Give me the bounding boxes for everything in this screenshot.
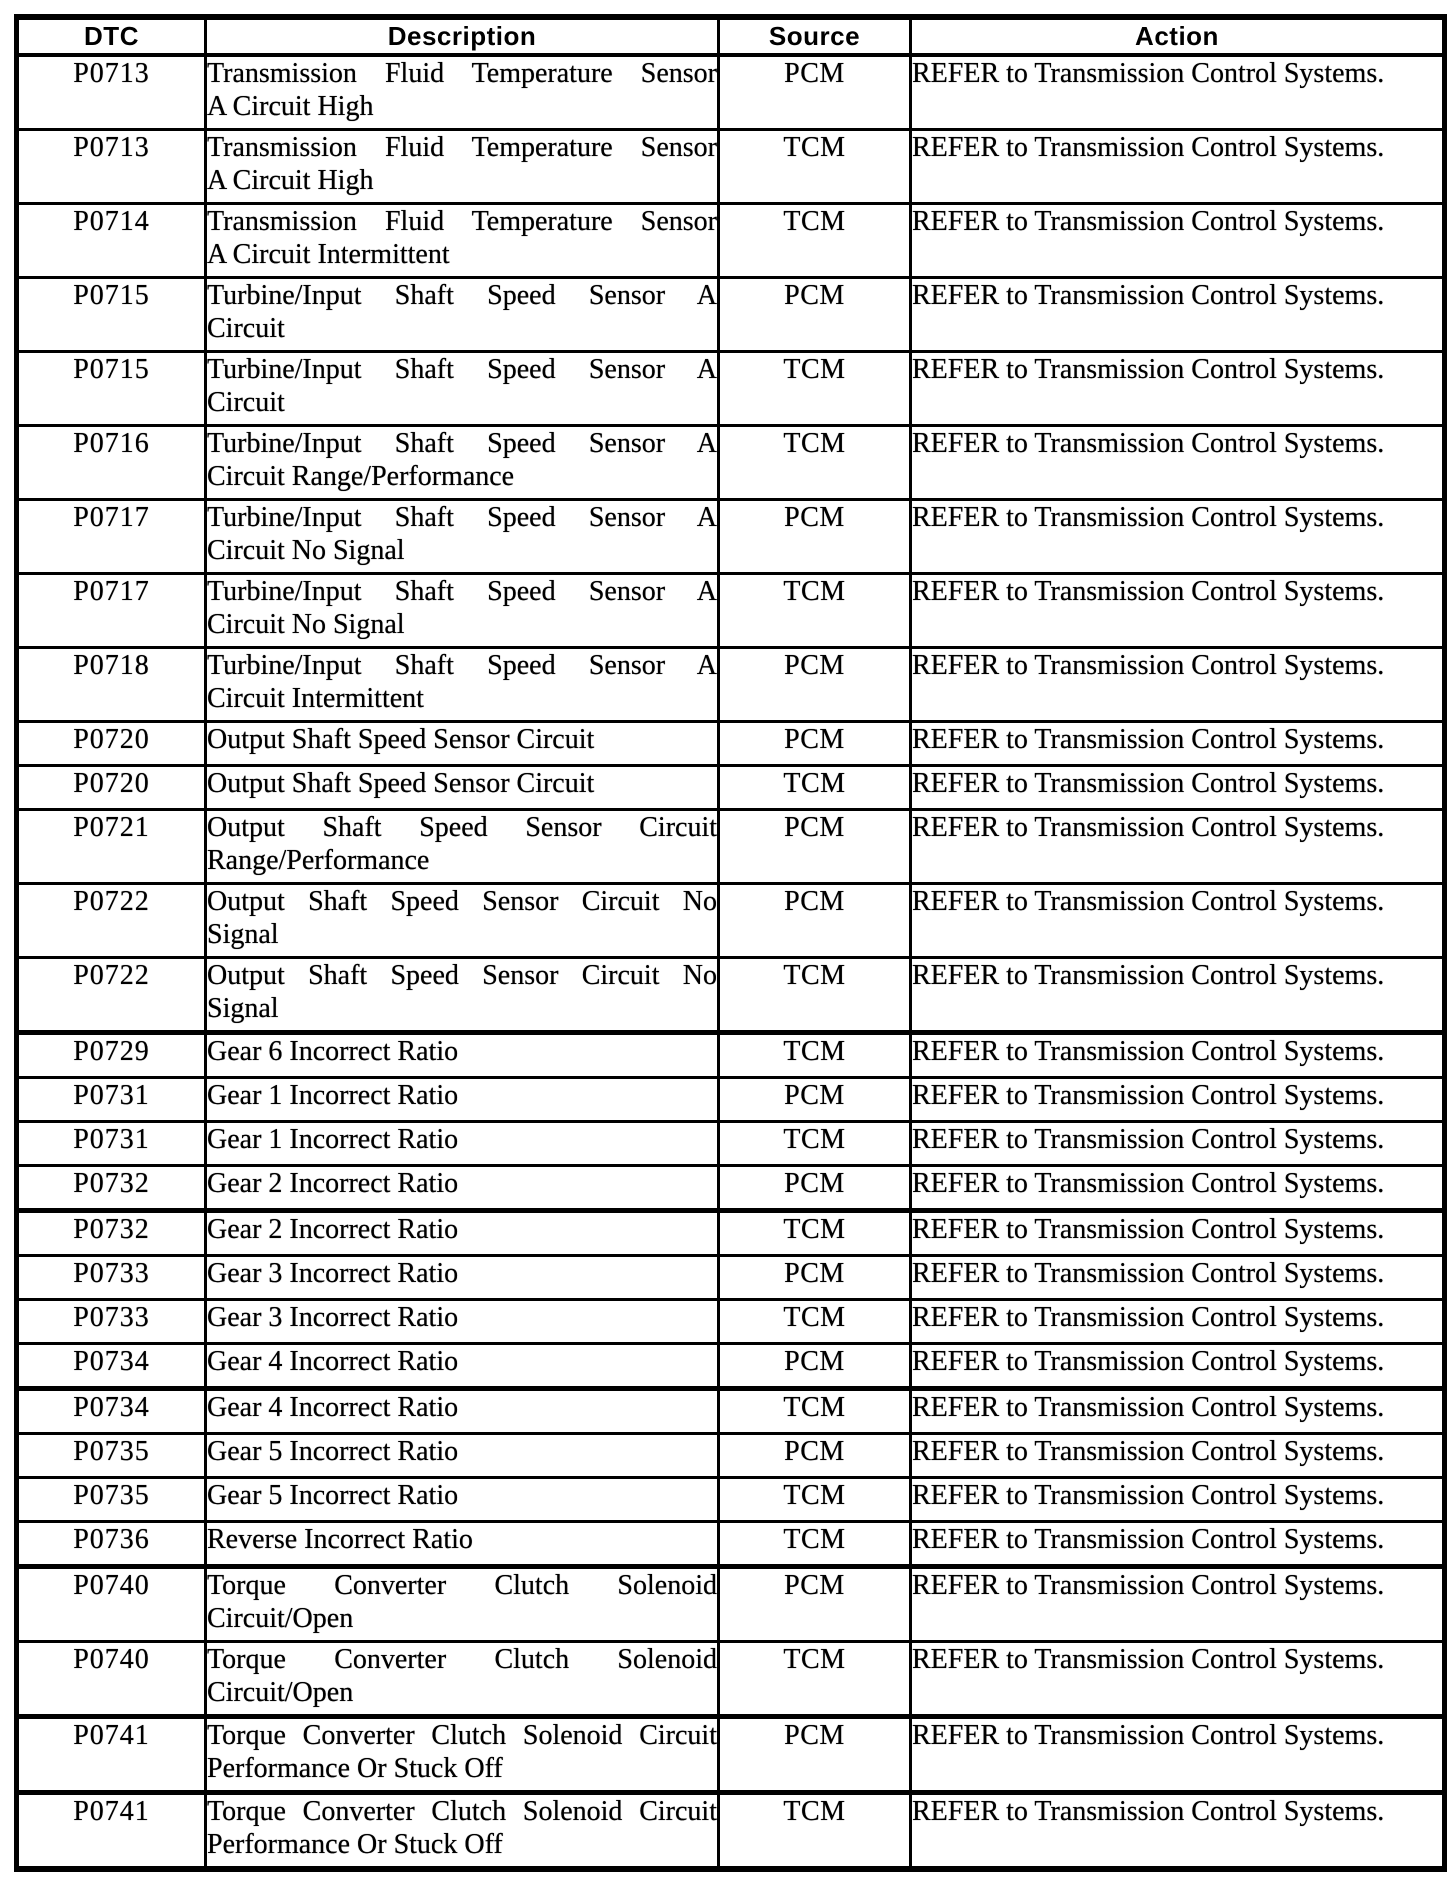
description-cell — [206, 1256, 719, 1300]
source-cell: PCM — [719, 722, 911, 766]
description-cell — [206, 1344, 719, 1389]
source-cell: PCM — [719, 1567, 911, 1642]
description-line: Turbine/Input Shaft Speed Sensor A — [207, 650, 717, 681]
description-cell — [206, 766, 719, 810]
description-line: Circuit Range/Performance — [207, 461, 515, 492]
table-row — [17, 1434, 1445, 1478]
dtc-code-cell: P0741 — [17, 1717, 206, 1793]
description-line: Output Shaft Speed Sensor Circuit — [207, 768, 595, 799]
description-line: A Circuit High — [207, 91, 374, 122]
table-row — [17, 352, 1445, 426]
source-cell: TCM — [719, 766, 911, 810]
dtc-code-cell: P0720 — [17, 766, 206, 810]
description-cell — [206, 1211, 719, 1256]
table-row — [17, 55, 1445, 130]
table-row — [17, 1256, 1445, 1300]
description-line: Output Shaft Speed Sensor Circuit No — [207, 886, 717, 917]
dtc-code-cell: P0715 — [17, 278, 206, 352]
source-cell: TCM — [719, 130, 911, 204]
source-cell: PCM — [719, 648, 911, 722]
description-cell — [206, 1078, 719, 1122]
table-row — [17, 1389, 1445, 1434]
action-cell: REFER to Transmission Control Systems. — [911, 1567, 1445, 1642]
description-line: Gear 4 Incorrect Ratio — [207, 1346, 459, 1377]
description-line: Circuit No Signal — [207, 535, 405, 566]
description-cell — [206, 722, 719, 766]
description-line: Gear 1 Incorrect Ratio — [207, 1080, 459, 1111]
table-row — [17, 722, 1445, 766]
description-cell — [206, 1166, 719, 1211]
table-row — [17, 204, 1445, 278]
dtc-code-cell: P0717 — [17, 574, 206, 648]
dtc-code-cell: P0732 — [17, 1166, 206, 1211]
source-cell: TCM — [719, 574, 911, 648]
action-cell: REFER to Transmission Control Systems. — [911, 55, 1445, 130]
source-cell: TCM — [719, 352, 911, 426]
action-cell: REFER to Transmission Control Systems. — [911, 958, 1445, 1033]
action-cell: REFER to Transmission Control Systems. — [911, 1793, 1445, 1870]
dtc-code-cell: P0740 — [17, 1567, 206, 1642]
dtc-code-cell: P0713 — [17, 130, 206, 204]
description-line: Gear 4 Incorrect Ratio — [207, 1392, 459, 1423]
description-cell — [206, 352, 719, 426]
table-row — [17, 1300, 1445, 1344]
description-cell — [206, 1642, 719, 1717]
description-line: Gear 3 Incorrect Ratio — [207, 1258, 459, 1289]
dtc-code-cell: P0717 — [17, 500, 206, 574]
action-cell: REFER to Transmission Control Systems. — [911, 1642, 1445, 1717]
source-cell: PCM — [719, 500, 911, 574]
dtc-code-cell: P0735 — [17, 1434, 206, 1478]
description-line: Gear 6 Incorrect Ratio — [207, 1036, 459, 1067]
dtc-code-cell: P0713 — [17, 55, 206, 130]
description-line: Torque Converter Clutch Solenoid Circuit — [207, 1796, 717, 1827]
table-row — [17, 1478, 1445, 1522]
description-cell — [206, 648, 719, 722]
header-row — [17, 17, 1445, 55]
dtc-code-cell: P0734 — [17, 1344, 206, 1389]
description-line: Torque Converter Clutch Solenoid — [207, 1644, 717, 1675]
action-cell: REFER to Transmission Control Systems. — [911, 1166, 1445, 1211]
table-row — [17, 426, 1445, 500]
dtc-code-cell: P0715 — [17, 352, 206, 426]
action-cell: REFER to Transmission Control Systems. — [911, 766, 1445, 810]
dtc-code-cell: P0736 — [17, 1522, 206, 1567]
dtc-code-cell: P0731 — [17, 1078, 206, 1122]
table-row — [17, 1078, 1445, 1122]
source-cell: PCM — [719, 278, 911, 352]
action-cell: REFER to Transmission Control Systems. — [911, 722, 1445, 766]
source-cell: TCM — [719, 958, 911, 1033]
dtc-code-cell: P0733 — [17, 1300, 206, 1344]
action-cell: REFER to Transmission Control Systems. — [911, 574, 1445, 648]
description-cell — [206, 958, 719, 1033]
source-cell: TCM — [719, 1122, 911, 1166]
description-line: Signal — [207, 919, 279, 950]
dtc-code-cell: P0714 — [17, 204, 206, 278]
description-line: A Circuit High — [207, 165, 374, 196]
table-row — [17, 278, 1445, 352]
source-cell: TCM — [719, 1522, 911, 1567]
action-cell: REFER to Transmission Control Systems. — [911, 884, 1445, 958]
table-row — [17, 574, 1445, 648]
source-cell: PCM — [719, 1434, 911, 1478]
description-line: A Circuit Intermittent — [207, 239, 450, 270]
description-cell — [206, 1567, 719, 1642]
action-cell: REFER to Transmission Control Systems. — [911, 648, 1445, 722]
table-row — [17, 1642, 1445, 1717]
dtc-code-cell: P0721 — [17, 810, 206, 884]
description-line: Turbine/Input Shaft Speed Sensor A — [207, 428, 717, 459]
description-line: Transmission Fluid Temperature Sensor — [207, 132, 717, 163]
action-cell: REFER to Transmission Control Systems. — [911, 1344, 1445, 1389]
description-cell — [206, 1389, 719, 1434]
source-cell: TCM — [719, 204, 911, 278]
description-line: Circuit Intermittent — [207, 683, 424, 714]
action-cell: REFER to Transmission Control Systems. — [911, 204, 1445, 278]
action-cell: REFER to Transmission Control Systems. — [911, 810, 1445, 884]
action-cell: REFER to Transmission Control Systems. — [911, 426, 1445, 500]
description-cell — [206, 1033, 719, 1078]
description-cell — [206, 1717, 719, 1793]
description-line: Turbine/Input Shaft Speed Sensor A — [207, 502, 717, 533]
description-cell — [206, 1300, 719, 1344]
table-row — [17, 766, 1445, 810]
source-cell: TCM — [719, 1642, 911, 1717]
description-line: Gear 5 Incorrect Ratio — [207, 1436, 459, 1467]
action-cell: REFER to Transmission Control Systems. — [911, 278, 1445, 352]
description-cell — [206, 55, 719, 130]
source-cell: PCM — [719, 810, 911, 884]
action-cell: REFER to Transmission Control Systems. — [911, 1256, 1445, 1300]
description-cell — [206, 884, 719, 958]
action-cell: REFER to Transmission Control Systems. — [911, 1478, 1445, 1522]
table-row — [17, 884, 1445, 958]
dtc-code-cell: P0733 — [17, 1256, 206, 1300]
description-cell — [206, 130, 719, 204]
description-line: Range/Performance — [207, 845, 430, 876]
description-cell — [206, 1434, 719, 1478]
table-row — [17, 1033, 1445, 1078]
description-cell — [206, 204, 719, 278]
source-cell: TCM — [719, 1211, 911, 1256]
source-cell: PCM — [719, 1166, 911, 1211]
description-cell — [206, 1122, 719, 1166]
dtc-code-cell: P0732 — [17, 1211, 206, 1256]
description-line: Circuit — [207, 387, 285, 418]
table-row — [17, 648, 1445, 722]
source-cell: PCM — [719, 1078, 911, 1122]
description-line: Gear 5 Incorrect Ratio — [207, 1480, 459, 1511]
action-cell: REFER to Transmission Control Systems. — [911, 1389, 1445, 1434]
description-line: Gear 1 Incorrect Ratio — [207, 1124, 459, 1155]
action-cell: REFER to Transmission Control Systems. — [911, 1717, 1445, 1793]
table-row — [17, 1344, 1445, 1389]
dtc-table — [14, 14, 1447, 1872]
table-row — [17, 810, 1445, 884]
table-row — [17, 958, 1445, 1033]
dtc-code-cell: P0718 — [17, 648, 206, 722]
description-line: Output Shaft Speed Sensor Circuit — [207, 812, 717, 843]
action-cell: REFER to Transmission Control Systems. — [911, 130, 1445, 204]
description-line: Torque Converter Clutch Solenoid Circuit — [207, 1720, 717, 1751]
action-cell: REFER to Transmission Control Systems. — [911, 1033, 1445, 1078]
source-cell: PCM — [719, 1717, 911, 1793]
source-cell: TCM — [719, 1033, 911, 1078]
table-row — [17, 1522, 1445, 1567]
description-line: Performance Or Stuck Off — [207, 1829, 503, 1860]
source-cell: TCM — [719, 1793, 911, 1870]
description-line: Turbine/Input Shaft Speed Sensor A — [207, 280, 717, 311]
table-row — [17, 1122, 1445, 1166]
dtc-code-cell: P0735 — [17, 1478, 206, 1522]
source-cell: PCM — [719, 1256, 911, 1300]
table-row — [17, 130, 1445, 204]
dtc-table-body — [17, 55, 1445, 1869]
description-cell — [206, 1522, 719, 1567]
description-line: Gear 2 Incorrect Ratio — [207, 1168, 459, 1199]
source-cell: PCM — [719, 55, 911, 130]
description-line: Circuit — [207, 313, 285, 344]
column-header-dtc: DTC — [17, 17, 206, 55]
source-cell: TCM — [719, 1300, 911, 1344]
description-line: Gear 2 Incorrect Ratio — [207, 1214, 459, 1245]
description-line: Transmission Fluid Temperature Sensor — [207, 58, 717, 89]
table-row — [17, 1793, 1445, 1870]
description-cell — [206, 574, 719, 648]
source-cell: TCM — [719, 1389, 911, 1434]
column-header-source: Source — [719, 17, 911, 55]
description-line: Signal — [207, 993, 279, 1024]
column-header-description: Description — [206, 17, 719, 55]
description-line: Circuit/Open — [207, 1603, 354, 1634]
table-row — [17, 1567, 1445, 1642]
description-cell — [206, 1478, 719, 1522]
column-header-action: Action — [911, 17, 1445, 55]
description-cell — [206, 500, 719, 574]
action-cell: REFER to Transmission Control Systems. — [911, 1211, 1445, 1256]
description-cell — [206, 426, 719, 500]
source-cell: PCM — [719, 884, 911, 958]
dtc-code-cell: P0722 — [17, 884, 206, 958]
description-cell — [206, 278, 719, 352]
dtc-code-cell: P0722 — [17, 958, 206, 1033]
dtc-code-cell: P0741 — [17, 1793, 206, 1870]
action-cell: REFER to Transmission Control Systems. — [911, 1434, 1445, 1478]
dtc-code-cell: P0731 — [17, 1122, 206, 1166]
source-cell: TCM — [719, 1478, 911, 1522]
dtc-table-header — [17, 17, 1445, 55]
description-line: Gear 3 Incorrect Ratio — [207, 1302, 459, 1333]
action-cell: REFER to Transmission Control Systems. — [911, 1300, 1445, 1344]
table-row — [17, 1166, 1445, 1211]
description-line: Turbine/Input Shaft Speed Sensor A — [207, 354, 717, 385]
description-cell — [206, 1793, 719, 1870]
dtc-code-cell: P0716 — [17, 426, 206, 500]
source-cell: TCM — [719, 426, 911, 500]
action-cell: REFER to Transmission Control Systems. — [911, 1522, 1445, 1567]
dtc-code-cell: P0729 — [17, 1033, 206, 1078]
description-line: Circuit/Open — [207, 1677, 354, 1708]
source-cell: PCM — [719, 1344, 911, 1389]
description-line: Turbine/Input Shaft Speed Sensor A — [207, 576, 717, 607]
description-line: Torque Converter Clutch Solenoid — [207, 1570, 717, 1601]
action-cell: REFER to Transmission Control Systems. — [911, 1078, 1445, 1122]
description-line: Reverse Incorrect Ratio — [207, 1524, 473, 1555]
description-line: Output Shaft Speed Sensor Circuit No — [207, 960, 717, 991]
table-row — [17, 500, 1445, 574]
description-line: Output Shaft Speed Sensor Circuit — [207, 724, 595, 755]
description-line: Performance Or Stuck Off — [207, 1753, 503, 1784]
table-row — [17, 1211, 1445, 1256]
description-line: Transmission Fluid Temperature Sensor — [207, 206, 717, 237]
dtc-code-cell: P0734 — [17, 1389, 206, 1434]
action-cell: REFER to Transmission Control Systems. — [911, 352, 1445, 426]
table-row — [17, 1717, 1445, 1793]
action-cell: REFER to Transmission Control Systems. — [911, 1122, 1445, 1166]
dtc-code-cell: P0720 — [17, 722, 206, 766]
description-line: Circuit No Signal — [207, 609, 405, 640]
dtc-code-cell: P0740 — [17, 1642, 206, 1717]
action-cell: REFER to Transmission Control Systems. — [911, 500, 1445, 574]
description-cell — [206, 810, 719, 884]
